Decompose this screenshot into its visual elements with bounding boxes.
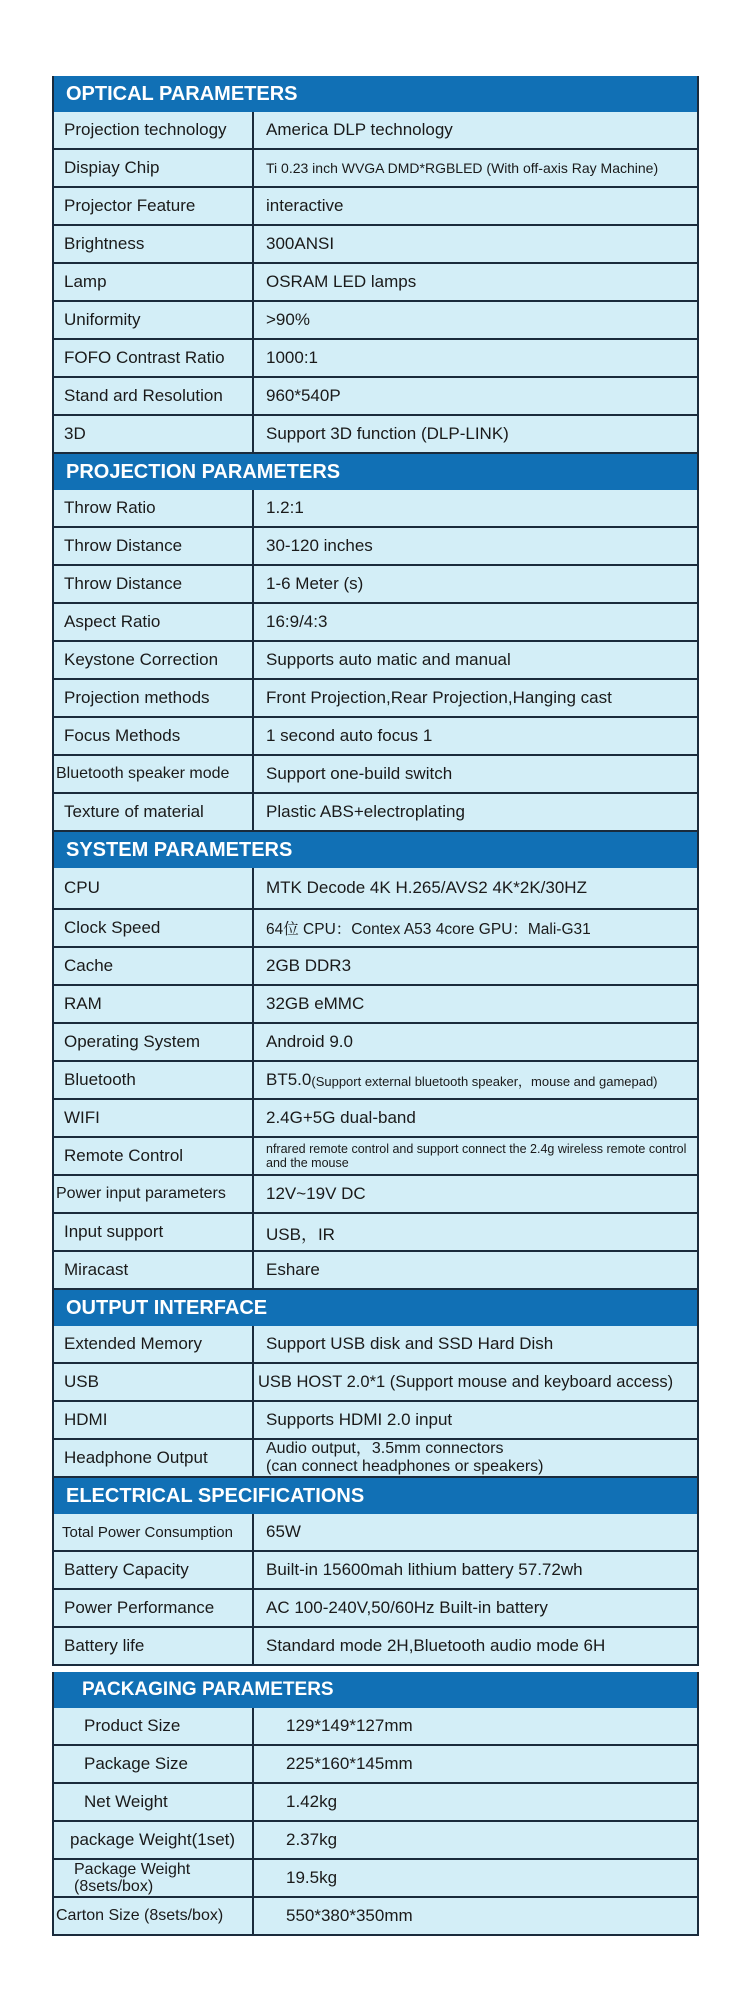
spec-row (52, 1176, 699, 1214)
spec-value: 1.42kg (286, 1792, 338, 1811)
spec-label: Throw Ratio (54, 490, 254, 526)
spec-value: 32GB eMMC (266, 994, 365, 1013)
spec-value: America DLP technology (266, 120, 453, 139)
package-weight-line-2: (8sets/box) (74, 1878, 154, 1895)
spec-value: Support one-build switch (266, 764, 453, 783)
spec-label: Projector Feature (54, 188, 254, 224)
spec-label: Brightness (54, 226, 254, 262)
spec-label: Uniformity (54, 302, 254, 338)
spec-label: Battery life (54, 1628, 254, 1664)
spec-row (52, 868, 699, 910)
spec-row (52, 490, 699, 528)
spec-label: USB (54, 1364, 254, 1400)
spec-row (52, 1062, 699, 1100)
spec-value: interactive (266, 196, 344, 215)
spec-value: 1 second auto focus 1 (266, 726, 433, 745)
spec-value: AC 100-240V,50/60Hz Built-in battery (266, 1598, 548, 1617)
spec-value: 550*380*350mm (286, 1906, 413, 1925)
spec-value: Built-in 15600mah lithium battery 57.72wh (266, 1560, 583, 1579)
spec-value: 64位 CPU：Contex A53 4core GPU：Mali-G31 (266, 921, 591, 938)
section-header-electrical: ELECTRICAL SPECIFICATIONS (52, 1478, 699, 1514)
spec-label: Total Power Consumption (54, 1514, 254, 1550)
spec-value: Standard mode 2H,Bluetooth audio mode 6H (266, 1636, 606, 1655)
spec-label: CPU (54, 868, 254, 908)
spec-value: >90% (266, 310, 310, 329)
spec-label: Dispiay Chip (54, 150, 254, 186)
spec-value: 1-6 Meter (s) (266, 574, 364, 593)
spec-row (52, 1860, 699, 1898)
spec-value: MTK Decode 4K H.265/AVS2 4K*2K/30HZ (266, 878, 587, 897)
spec-row (52, 1898, 699, 1936)
spec-label: Keystone Correction (54, 642, 254, 678)
bluetooth-version: BT5.0 (266, 1070, 312, 1089)
spec-label: RAM (54, 986, 254, 1022)
spec-value: 65W (266, 1522, 301, 1541)
spec-label: Texture of material (54, 794, 254, 830)
spec-row (52, 910, 699, 948)
spec-row (52, 986, 699, 1024)
spec-row (52, 1138, 699, 1176)
spec-value: 960*540P (266, 386, 341, 405)
spec-value: 19.5kg (286, 1868, 338, 1887)
spec-row (52, 1590, 699, 1628)
spec-label: Net Weight (54, 1784, 254, 1820)
package-weight-line-1: Package Weight (74, 1861, 191, 1878)
spec-row (52, 378, 699, 416)
spec-label: Throw Distance (54, 528, 254, 564)
spec-label: Focus Methods (54, 718, 254, 754)
spec-value: 30-120 inches (266, 536, 373, 555)
spec-row (52, 264, 699, 302)
spec-value: Front Projection,Rear Projection,Hanging cast (266, 688, 612, 707)
spec-row (52, 1822, 699, 1860)
spec-label: FOFO Contrast Ratio (54, 340, 254, 376)
spec-label: Lamp (54, 264, 254, 300)
spec-row (52, 1100, 699, 1138)
spec-row (52, 1364, 699, 1402)
spec-row (52, 1746, 699, 1784)
spec-row (52, 1552, 699, 1590)
spec-value (254, 1062, 697, 1098)
spec-value: Supports auto matic and manual (266, 650, 511, 669)
spec-label: Extended Memory (54, 1326, 254, 1362)
spec-label: package Weight(1set) (54, 1822, 254, 1858)
spec-row (52, 1784, 699, 1822)
spec-value: Android 9.0 (266, 1032, 353, 1051)
spec-value: Ti 0.23 inch WVGA DMD*RGBLED (With off-axis Ray Machine) (266, 160, 659, 176)
headphone-line-2: (can connect headphones or speakers) (266, 1458, 544, 1475)
spec-label: Battery Capacity (54, 1552, 254, 1588)
spec-value: 16:9/4:3 (266, 612, 328, 631)
spec-label: Product Size (54, 1708, 254, 1744)
spec-row (52, 1326, 699, 1364)
spec-value: 300ANSI (266, 234, 335, 253)
spec-label: Bluetooth speaker mode (54, 756, 254, 792)
spec-label: Power input parameters (54, 1176, 254, 1212)
spec-value: OSRAM LED lamps (266, 272, 417, 291)
section-header-packaging: PACKAGING PARAMETERS (52, 1672, 699, 1708)
spec-label: Operating System (54, 1024, 254, 1060)
spec-label: Miracast (54, 1252, 254, 1288)
spec-row (52, 794, 699, 832)
spec-label: Carton Size (8sets/box) (54, 1898, 254, 1934)
spec-value: nfrared remote control and support connect the 2.4g wireless remote control and the mouse (266, 1142, 687, 1170)
spec-value: 1000:1 (266, 348, 318, 367)
spec-label (54, 1860, 254, 1896)
spec-row (52, 1252, 699, 1290)
spec-row (52, 948, 699, 986)
spec-value: 1.2:1 (266, 498, 304, 517)
spec-sheet (52, 76, 699, 1936)
spec-value: 2.4G+5G dual-band (266, 1108, 416, 1127)
spec-value: Supports HDMI 2.0 input (266, 1410, 453, 1429)
spec-row (52, 1402, 699, 1440)
spec-row (52, 1514, 699, 1552)
spec-row (52, 1440, 699, 1478)
spec-value (254, 1440, 697, 1476)
spec-row (52, 302, 699, 340)
spec-value: Support USB disk and SSD Hard Dish (266, 1334, 554, 1353)
bluetooth-note: (Support external bluetooth speaker，mouse and gamepad) (311, 1073, 658, 1089)
spec-value: 129*149*127mm (286, 1716, 413, 1735)
spec-label: Headphone Output (54, 1440, 254, 1476)
spec-row (52, 1628, 699, 1666)
spec-row (52, 604, 699, 642)
spec-label: Package Size (54, 1746, 254, 1782)
spec-label: Clock Speed (54, 910, 254, 946)
spec-label: Aspect Ratio (54, 604, 254, 640)
spec-row (52, 112, 699, 150)
spec-row (52, 528, 699, 566)
spec-value: Eshare (266, 1260, 320, 1279)
spec-value: Plastic ABS+electroplating (266, 802, 465, 821)
spec-row (52, 226, 699, 264)
section-header-projection: PROJECTION PARAMETERS (52, 454, 699, 490)
spec-row (52, 642, 699, 680)
spec-label: Stand ard Resolution (54, 378, 254, 414)
spec-label: Power Performance (54, 1590, 254, 1626)
spec-row (52, 718, 699, 756)
spec-row (52, 188, 699, 226)
spec-value: 225*160*145mm (286, 1754, 413, 1773)
spec-label: HDMI (54, 1402, 254, 1438)
spec-row (52, 1024, 699, 1062)
spec-row (52, 150, 699, 188)
spec-value: USB，IR (266, 1224, 335, 1244)
spec-label: Projection methods (54, 680, 254, 716)
spec-label: Throw Distance (54, 566, 254, 602)
spec-value: 2GB DDR3 (266, 956, 352, 975)
spec-label: Cache (54, 948, 254, 984)
spec-value: USB HOST 2.0*1 (Support mouse and keyboard access) (258, 1372, 674, 1391)
spec-label: Bluetooth (54, 1062, 254, 1098)
spec-value: Support 3D function (DLP-LINK) (266, 424, 509, 443)
spec-label: 3D (54, 416, 254, 452)
spec-row (52, 756, 699, 794)
section-header-output: OUTPUT INTERFACE (52, 1290, 699, 1326)
spec-value: 12V~19V DC (266, 1184, 366, 1203)
spec-label: Remote Control (54, 1138, 254, 1174)
spec-row (52, 340, 699, 378)
headphone-line-1: Audio output，3.5mm connectors (266, 1440, 504, 1457)
section-header-optical: OPTICAL PARAMETERS (52, 76, 699, 112)
spec-row (52, 416, 699, 454)
spec-label: Projection technology (54, 112, 254, 148)
spec-label: Input support (54, 1214, 254, 1250)
spec-row (52, 1708, 699, 1746)
spec-row (52, 1214, 699, 1252)
section-header-system: SYSTEM PARAMETERS (52, 832, 699, 868)
spec-label: WIFI (54, 1100, 254, 1136)
spec-row (52, 680, 699, 718)
spec-row (52, 566, 699, 604)
spec-value: 2.37kg (286, 1830, 338, 1849)
